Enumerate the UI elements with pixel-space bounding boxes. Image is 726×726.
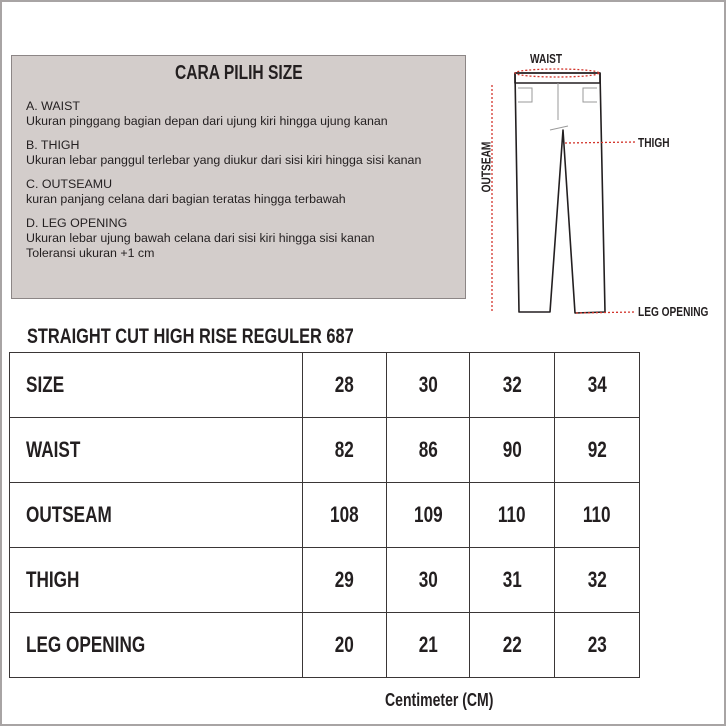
outseam-label: OUTSEAM [478,142,494,193]
waist-label: WAIST [530,51,563,66]
table-row [10,418,640,483]
guide-item [26,99,421,129]
thigh-label: THIGH [638,135,670,150]
row-label: THIGH [10,548,303,613]
guide-title: CARA PILIH SIZE [174,62,303,84]
table-cell: 110 [470,483,555,548]
leg-opening-label: LEG OPENING [638,304,709,319]
guide-item-heading: C. OUTSEAMU [26,177,113,191]
table-cell: 90 [470,418,555,483]
table-cell: 22 [470,613,555,678]
table-cell: 30 [387,548,470,613]
table-cell: 31 [470,548,555,613]
table-row [10,353,640,418]
size-guide-panel [11,55,466,299]
guide-item [26,138,421,168]
row-label: OUTSEAM [10,483,303,548]
guide-item-heading: D. LEG OPENING [26,216,128,230]
guide-item [26,216,421,261]
table-cell: 23 [555,613,640,678]
table-cell: 86 [387,418,470,483]
table-cell: 92 [555,418,640,483]
guide-item-description: kuran panjang celana dari bagian teratas hingga terbawah [26,192,346,206]
pants-diagram [470,40,726,330]
table-cell: 32 [555,548,640,613]
table-cell: 109 [387,483,470,548]
table-title: STRAIGHT CUT HIGH RISE REGULER 687 [27,325,354,348]
size-table [9,352,640,678]
guide-item-description: Ukuran lebar panggul terlebar yang diukur dari sisi kiri hingga sisi kanan [26,153,422,167]
table-row [10,483,640,548]
pants-illustration-icon [470,40,726,330]
row-label: WAIST [10,418,303,483]
table-cell: 82 [303,418,387,483]
unit-note: Centimeter (CM) [385,690,494,710]
guide-item-description: Ukuran pinggang bagian depan dari ujung kiri hingga ujung kanan [26,114,388,128]
guide-items [26,99,421,270]
guide-item-description: Ukuran lebar ujung bawah celana dari sisi kiri hingga sisi kanan [26,231,375,245]
table-cell: 28 [303,353,387,418]
table-cell: 32 [470,353,555,418]
guide-item-description: Toleransi ukuran +1 cm [26,246,155,260]
table-cell: 30 [387,353,470,418]
table-row [10,548,640,613]
table-cell: 21 [387,613,470,678]
table-cell: 34 [555,353,640,418]
row-label: LEG OPENING [10,613,303,678]
table-cell: 108 [303,483,387,548]
table-cell: 20 [303,613,387,678]
table-cell: 29 [303,548,387,613]
guide-item-heading: B. THIGH [26,138,80,152]
table-row [10,613,640,678]
table-cell: 110 [555,483,640,548]
guide-item-heading: A. WAIST [26,99,80,113]
row-label: SIZE [10,353,303,418]
guide-item [26,177,421,207]
